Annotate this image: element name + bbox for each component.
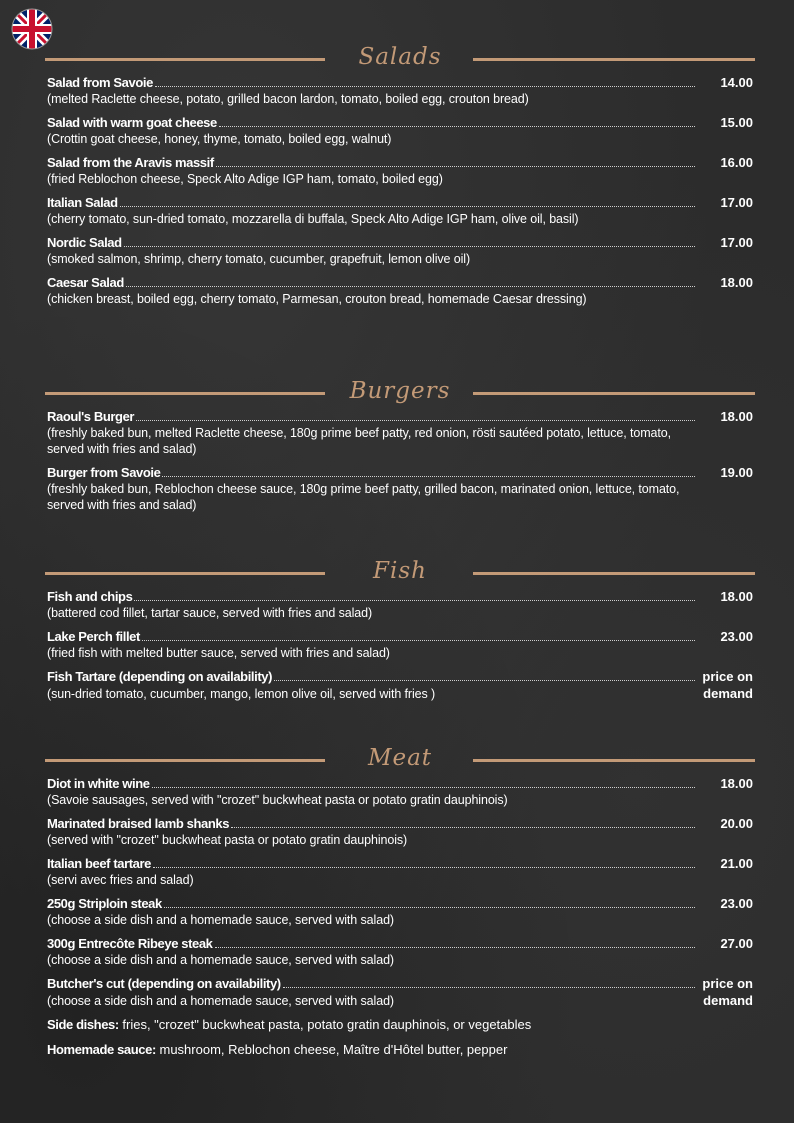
- item-price-line2: demand: [703, 993, 753, 1008]
- section-title: Salads: [358, 44, 442, 70]
- item-description: (choose a side dish and a homemade sauce, served with salad): [47, 953, 394, 967]
- menu-item-meat-diot: [47, 775, 753, 808]
- item-description: (served with "crozet" buckwheat pasta or potato gratin dauphinois): [47, 833, 408, 847]
- leader-dots: [134, 599, 695, 601]
- item-description: (choose a side dish and a homemade sauce, served with salad): [47, 994, 394, 1008]
- item-description: (Crottin goat cheese, honey, thyme, tomato, boiled egg, walnut): [47, 132, 392, 146]
- item-price: 23.00: [720, 896, 753, 911]
- leader-dots: [164, 906, 695, 908]
- leader-dots: [283, 986, 695, 988]
- item-price: 17.00: [720, 195, 753, 210]
- leader-dots: [142, 639, 695, 641]
- menu-item-meat-tartare: [47, 855, 753, 888]
- item-name: Salad from Savoie: [47, 75, 153, 90]
- menu-item-meat-butcher: [47, 975, 753, 1009]
- item-name: Salad from the Aravis massif: [47, 155, 214, 170]
- item-name: Lake Perch fillet: [47, 629, 140, 644]
- divider: [473, 759, 755, 762]
- item-price: 18.00: [720, 589, 753, 604]
- item-name: Diot in white wine: [47, 776, 150, 791]
- menu-item-meat-striploin: [47, 895, 753, 928]
- item-name: Salad with warm goat cheese: [47, 115, 217, 130]
- leader-dots: [155, 85, 695, 87]
- meat-header: [47, 745, 753, 775]
- meat-section: [47, 745, 753, 1066]
- leader-dots: [219, 125, 695, 127]
- item-price: 20.00: [720, 816, 753, 831]
- item-name: Marinated braised lamb shanks: [47, 816, 230, 831]
- fish-section: [47, 558, 753, 709]
- sauce-label: Homemade sauce:: [47, 1042, 156, 1057]
- item-price: 18.00: [720, 776, 753, 791]
- item-description: (cherry tomato, sun-dried tomato, mozzarella di buffala, Speck Alto Adige IGP ham, olive oil, basil): [47, 212, 579, 226]
- leader-dots: [126, 285, 695, 287]
- sauce-note: [47, 1041, 753, 1058]
- leader-dots: [215, 946, 695, 948]
- sauce-text: mushroom, Reblochon cheese, Maître d'Hôtel butter, pepper: [155, 1042, 508, 1057]
- leader-dots: [216, 165, 695, 167]
- divider: [473, 392, 755, 395]
- item-price: 23.00: [720, 629, 753, 644]
- item-price: price on: [702, 976, 753, 991]
- section-title: Fish: [373, 558, 427, 584]
- item-description: (melted Raclette cheese, potato, grilled bacon lardon, tomato, boiled egg, crouton bread): [47, 92, 529, 106]
- menu-item-meat-ribeye: [47, 935, 753, 968]
- item-price-line2: demand: [703, 686, 753, 701]
- item-description: (sun-dried tomato, cucumber, mango, lemon olive oil, served with fries ): [47, 687, 436, 701]
- item-description: (chicken breast, boiled egg, cherry tomato, Parmesan, crouton bread, homemade Caesar dressing): [47, 292, 587, 306]
- item-description: (smoked salmon, shrimp, cherry tomato, cucumber, grapefruit, lemon olive oil): [47, 252, 471, 266]
- side-dishes-text: fries, "crozet" buckwheat pasta, potato gratin dauphinois, or vegetables: [118, 1017, 532, 1032]
- burgers-header: [47, 378, 753, 408]
- menu-item-salad-italian: [47, 194, 753, 227]
- item-name: Raoul's Burger: [47, 409, 135, 424]
- leader-dots: [274, 679, 695, 681]
- item-description: (battered cod fillet, tartar sauce, served with fries and salad): [47, 606, 373, 620]
- item-name: 250g Striploin steak: [47, 896, 162, 911]
- fish-header: [47, 558, 753, 588]
- item-price: 17.00: [720, 235, 753, 250]
- item-name: Butcher's cut (depending on availability): [47, 976, 281, 991]
- menu-item-salad-caesar: [47, 274, 753, 307]
- section-title: Meat: [367, 745, 433, 771]
- menu-item-fish-chips: [47, 588, 753, 621]
- item-price: 27.00: [720, 936, 753, 951]
- leader-dots: [153, 866, 695, 868]
- item-description: (choose a side dish and a homemade sauce, served with salad): [47, 913, 394, 927]
- item-price: 18.00: [720, 409, 753, 424]
- item-description: (Savoie sausages, served with "crozet" buckwheat pasta or potato gratin dauphinois): [47, 793, 508, 807]
- item-name: Fish and chips: [47, 589, 133, 604]
- leader-dots: [162, 475, 695, 477]
- item-price: 21.00: [720, 856, 753, 871]
- leader-dots: [120, 205, 695, 207]
- side-dishes-note: [47, 1016, 753, 1033]
- item-description: (fried Reblochon cheese, Speck Alto Adige IGP ham, tomato, boiled egg): [47, 172, 443, 186]
- section-title: Burgers: [349, 378, 451, 404]
- leader-dots: [124, 245, 695, 247]
- divider: [473, 58, 755, 61]
- leader-dots: [231, 826, 695, 828]
- item-description: (servi avec fries and salad): [47, 873, 194, 887]
- item-name: Caesar Salad: [47, 275, 124, 290]
- menu-item-fish-tartare: [47, 668, 753, 702]
- salads-section: [47, 44, 753, 314]
- side-dishes-label: Side dishes:: [47, 1017, 119, 1032]
- item-description: (freshly baked bun, melted Raclette cheese, 180g prime beef patty, red onion, rösti sautéed potato, lettuce, tomato, served with fries and salad): [47, 426, 671, 456]
- menu-item-salad-nordic: [47, 234, 753, 267]
- item-price: 19.00: [720, 465, 753, 480]
- burgers-section: [47, 378, 753, 520]
- item-name: Italian Salad: [47, 195, 118, 210]
- item-description: (freshly baked bun, Reblochon cheese sauce, 180g prime beef patty, grilled bacon, marinated onion, lettuce, tomato, served with fries and salad): [47, 482, 680, 512]
- leader-dots: [136, 419, 695, 421]
- menu-item-fish-perch: [47, 628, 753, 661]
- item-name: 300g Entrecôte Ribeye steak: [47, 936, 213, 951]
- item-name: Fish Tartare (depending on availability): [47, 669, 273, 684]
- item-name: Italian beef tartare: [47, 856, 151, 871]
- item-price: price on: [702, 669, 753, 684]
- divider: [473, 572, 755, 575]
- item-price: 15.00: [720, 115, 753, 130]
- item-price: 16.00: [720, 155, 753, 170]
- item-name: Nordic Salad: [47, 235, 122, 250]
- item-price: 18.00: [720, 275, 753, 290]
- leader-dots: [152, 786, 695, 788]
- item-name: Burger from Savoie: [47, 465, 161, 480]
- menu-item-salad-aravis: [47, 154, 753, 187]
- item-price: 14.00: [720, 75, 753, 90]
- menu-item-meat-lamb: [47, 815, 753, 848]
- item-description: (fried fish with melted butter sauce, served with fries and salad): [47, 646, 390, 660]
- menu-item-burger-raoul: [47, 408, 753, 457]
- menu-item-salad-savoie: [47, 74, 753, 107]
- salads-header: [47, 44, 753, 74]
- menu-item-burger-savoie: [47, 464, 753, 513]
- menu-item-salad-goat: [47, 114, 753, 147]
